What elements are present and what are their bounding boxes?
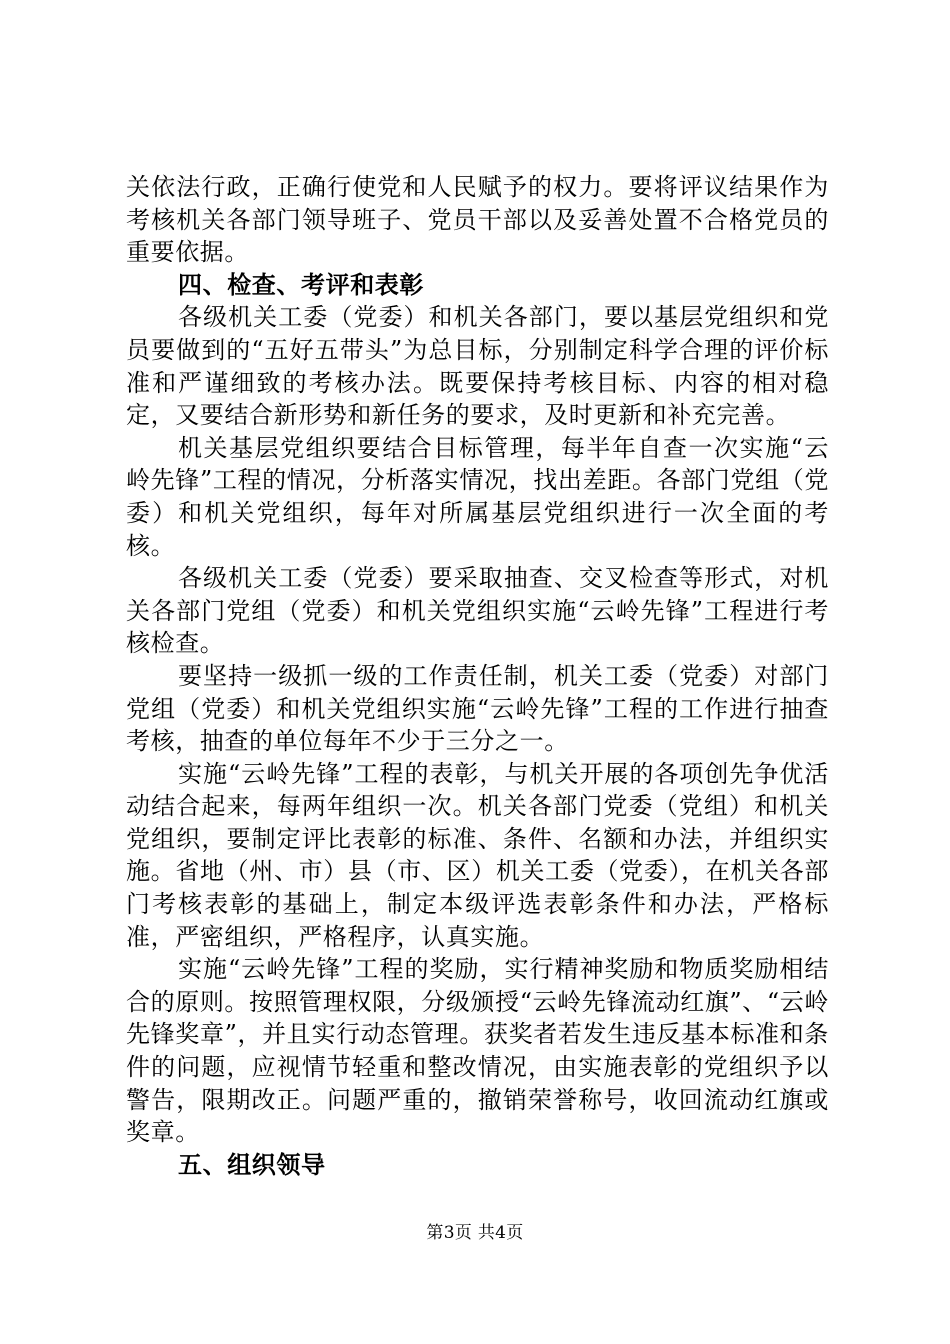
paragraph-6: 实施“云岭先锋”工程的表彰，与机关开展的各项创先争优活动结合起来，每两年组织一次。机关各部门党委（党组）和机关党组织，要制定评比表彰的标准、条件、名额和办法，并组织实施。省地（州、市）县（市、区）机关工委（党委），在机关各部门考核表彰的基础上，制定本级评选表彰条件和办法，严格标准，严密组织，严格程序，认真实施。 <box>126 759 829 951</box>
paragraph-7: 实施“云岭先锋”工程的奖励，实行精神奖励和物质奖励相结合的原则。按照管理权限，分级颁授“云岭先锋流动红旗”、“云岭先锋奖章”，并且实行动态管理。获奖者若发生违反基本标准和条件的问题，应视情节轻重和整改情况，由实施表彰的党组织予以警告，限期改正。问题严重的，撤销荣誉称号，收回流动红旗或奖章。 <box>126 955 829 1147</box>
paragraph-2: 各级机关工委（党委）和机关各部门，要以基层党组织和党员要做到的“五好五带头”为总目标，分别制定科学合理的评价标准和严谨细致的考核办法。既要保持考核目标、内容的相对稳定，又要结合新形势和新任务的要求，及时更新和补充完善。 <box>126 303 829 430</box>
page-footer: 第3页 共4页 <box>426 1223 524 1243</box>
paragraph-4: 各级机关工委（党委）要采取抽查、交叉检查等形式，对机关各部门党组（党委）和机关党组织实施“云岭先锋”工程进行考核检查。 <box>126 564 829 658</box>
document-body <box>126 171 829 1181</box>
section-heading-5: 五、组织领导 <box>178 1150 326 1179</box>
section-heading-4: 四、检查、考评和表彰 <box>178 270 424 299</box>
paragraph-1: 关依法行政，正确行使党和人民赋予的权力。要将评议结果作为考核机关各部门领导班子、党员干部以及妥善处置不合格党员的重要依据。 <box>126 173 829 267</box>
paragraph-5: 要坚持一级抓一级的工作责任制，机关工委（党委）对部门党组（党委）和机关党组织实施“云岭先锋”工程的工作进行抽查考核，抽查的单位每年不少于三分之一。 <box>126 661 829 756</box>
paragraph-3: 机关基层党组织要结合目标管理，每半年自查一次实施“云岭先锋”工程的情况，分析落实情况，找出差距。各部门党组（党委）和机关党组织，每年对所属基层党组织进行一次全面的考核。 <box>126 433 829 560</box>
